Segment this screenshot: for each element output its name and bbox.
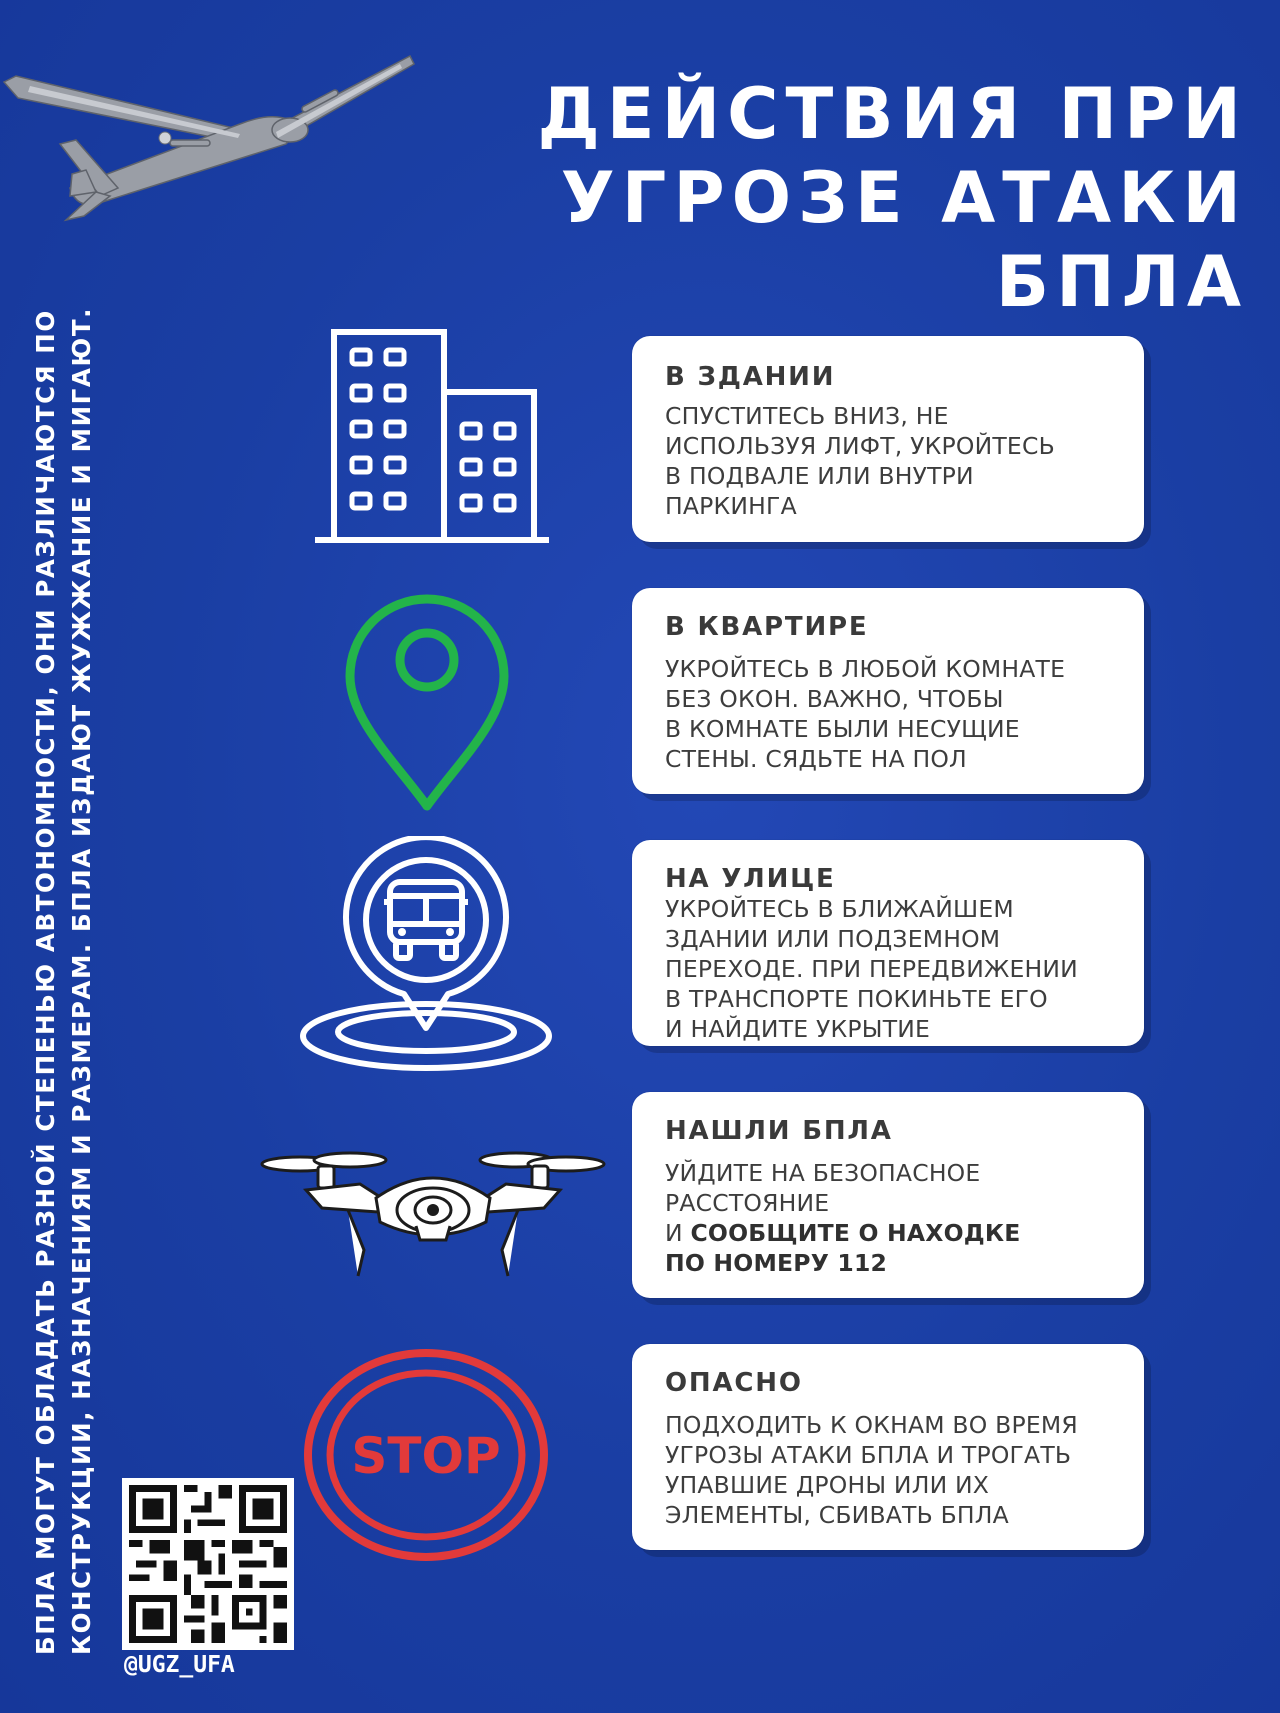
social-handle[interactable]: @UGZ_UFA [124,1652,235,1678]
card-text-line: СПУСТИТЕСЬ ВНИЗ, НЕ [665,402,949,430]
card-text-line: ПОДХОДИТЬ К ОКНАМ ВО ВРЕМЯ [665,1411,1078,1439]
card-text-line: ЭЛЕМЕНТЫ, СБИВАТЬ БПЛА [665,1501,1009,1529]
card-text [665,1410,1126,1530]
page-title [368,72,1248,324]
card-text-line: ЗДАНИИ ИЛИ ПОДЗЕМНОМ [665,925,1001,953]
card-text-line: В КОМНАТЕ БЫЛИ НЕСУЩИЕ [665,715,1020,743]
card-text-emphasis: ПО НОМЕРУ 112 [665,1249,888,1277]
stop-label: STOP [351,1427,501,1485]
card-text-line: ПАРКИНГА [665,492,797,520]
qr-code[interactable] [122,1478,294,1650]
card-text-line: УПАВШИЕ ДРОНЫ ИЛИ ИХ [665,1471,990,1499]
card-text-line: УКРОЙТЕСЬ В БЛИЖАЙШЕМ [665,895,1014,923]
card-text [665,654,1126,774]
card-heading: НА УЛИЦЕ [665,864,836,894]
title-line-2: УГРОЗЕ АТАКИ БПЛА [560,157,1248,323]
card-text-line: УГРОЗЫ АТАКИ БПЛА И ТРОГАТЬ [665,1441,1072,1469]
card-text-line: ПЕРЕХОДЕ. ПРИ ПЕРЕДВИЖЕНИИ [665,955,1078,983]
card-in-apartment [632,588,1144,794]
card-heading: В КВАРТИРЕ [665,612,869,642]
card-text-line: И НАЙДИТЕ УКРЫТИЕ [665,1015,931,1043]
card-text-line [665,1218,1126,1248]
quadcopter-icon [258,1144,608,1280]
side-text-line-2: КОНСТРУКЦИИ, НАЗНАЧЕНИЯМ И РАЗМЕРАМ. БПЛА ИЗДАЮТ ЖУЖЖАНИЕ И МИГАЮТ. [67,306,96,1655]
side-text-line-1: БПЛА МОГУТ ОБЛАДАТЬ РАЗНОЙ СТЕПЕНЬЮ АВТОНОМНОСТИ, ОНИ РАЗЛИЧАЮТСЯ ПО [31,309,60,1655]
side-info-text [28,275,138,1655]
building-icon [312,326,552,546]
location-pin-icon [342,592,512,814]
card-danger [632,1344,1144,1550]
card-text-line: В ТРАНСПОРТЕ ПОКИНЬТЕ ЕГО [665,985,1048,1013]
card-text-line: ИСПОЛЬЗУЯ ЛИФТ, УКРОЙТЕСЬ [665,432,1055,460]
card-text-line: РАССТОЯНИЕ [665,1189,830,1217]
stop-sign-icon [302,1348,550,1562]
card-text [665,894,1126,1044]
card-found-drone [632,1092,1144,1298]
card-text-line: БЕЗ ОКОН. ВАЖНО, ЧТОБЫ [665,685,1004,713]
card-text-emphasis: СООБЩИТЕ О НАХОДКЕ [690,1219,1021,1247]
card-text [665,1158,1126,1278]
card-heading: НАШЛИ БПЛА [665,1116,893,1146]
card-heading: В ЗДАНИИ [665,362,836,392]
bus-stop-icon [298,836,554,1072]
title-line-1: ДЕЙСТВИЯ ПРИ [537,73,1248,155]
card-text [665,401,1126,521]
card-text-line: В ПОДВАЛЕ ИЛИ ВНУТРИ [665,462,974,490]
card-text-prefix: И [665,1219,691,1247]
card-text-line: УКРОЙТЕСЬ В ЛЮБОЙ КОМНАТЕ [665,655,1066,683]
card-heading: ОПАСНО [665,1368,803,1398]
card-in-building [632,336,1144,542]
card-text-line: УЙДИТЕ НА БЕЗОПАСНОЕ [665,1159,981,1187]
card-outdoors [632,840,1144,1046]
military-drone-illustration [0,20,420,230]
card-text-line: СТЕНЫ. СЯДЬТЕ НА ПОЛ [665,745,967,773]
card-text-line [665,1248,1126,1278]
